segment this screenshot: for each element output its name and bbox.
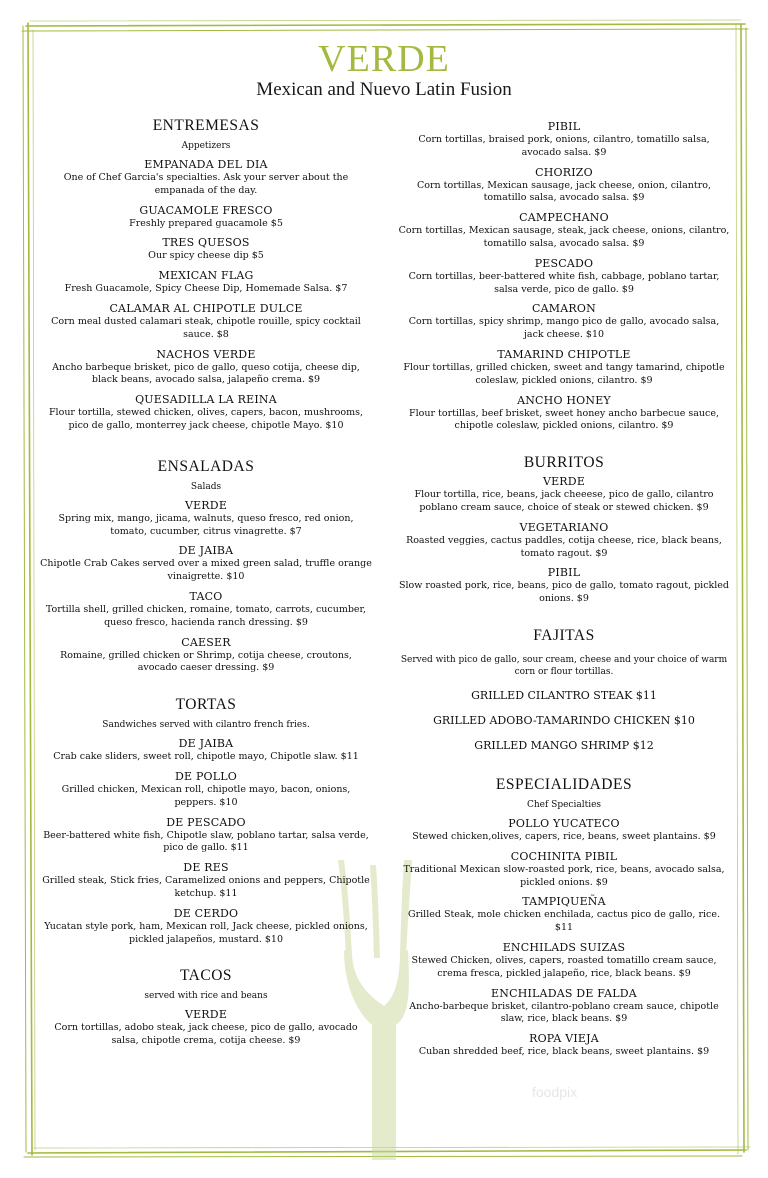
- item-name: TRES QUESOS: [162, 236, 250, 250]
- item-desc: Corn meal dusted calamari steak, chipotle rouille, spicy cocktail sauce. $8: [51, 315, 361, 340]
- menu-header: [0, 40, 768, 101]
- item-desc: Spring mix, mango, jicama, walnuts, queso fresco, red onion, tomato, cucumber, citrus vinagrette. $7: [58, 512, 354, 537]
- menu-item: [40, 1008, 372, 1048]
- menu-item: [40, 158, 372, 198]
- menu-item: [40, 269, 372, 296]
- item-name: PIBIL: [547, 120, 581, 133]
- item-name: CALAMAR AL CHIPOTLE DULCE: [109, 301, 303, 315]
- section-subtitle: Served with pico de gallo, sour cream, cheese and your choice of warm corn or flour tortillas.: [400, 654, 728, 677]
- item-desc: Romaine, grilled chicken or Shrimp, cotija cheese, croutons, avocado caeser dressing. $9: [60, 649, 352, 674]
- section-title: FAJITAS: [533, 626, 595, 644]
- section-title: BURRITOS: [523, 454, 605, 472]
- item-desc: Flour tortillas, grilled chicken, sweet and tangy tamarind, chipotle coleslaw, pickled onions, cilantro. $9: [403, 361, 725, 386]
- item-name: TAMARIND CHIPOTLE: [497, 347, 631, 361]
- section-title: TORTAS: [175, 696, 237, 714]
- section-ensaladas: [40, 457, 372, 675]
- menu-item: [40, 348, 372, 388]
- menu-item: [40, 590, 372, 630]
- item-desc: Corn tortillas, spicy shrimp, mango pico de gallo, avocado salsa, jack cheese. $10: [408, 316, 720, 341]
- menu-item: [398, 1032, 730, 1059]
- menu-item: [40, 236, 372, 263]
- item-name: CAMPECHANO: [519, 211, 609, 225]
- section-tacos: [40, 966, 372, 1048]
- menu-item: [398, 211, 730, 251]
- item-name: DE POLLO: [175, 769, 237, 783]
- item-name: NACHOS VERDE: [156, 347, 256, 361]
- menu-item: [398, 348, 730, 388]
- menu-item: [398, 895, 730, 935]
- menu-item: [398, 475, 730, 515]
- menu-item: [40, 816, 372, 856]
- item-name: DE JAIBA: [178, 737, 234, 751]
- menu-item: [398, 166, 730, 206]
- menu-item: [398, 850, 730, 890]
- menu-item: [40, 770, 372, 810]
- restaurant-tagline: Mexican and Nuevo Latin Fusion: [256, 79, 512, 100]
- item-desc: Slow roasted pork, rice, beans, pico de gallo, tomato ragout, pickled onions. $9: [398, 580, 730, 605]
- item-name: PIBIL: [547, 566, 581, 580]
- item-name: PESCADO: [534, 256, 594, 270]
- item-desc: Flour tortilla, rice, beans, jack cheeese, pico de gallo, cilantro poblano cream sauce, choice of steak or stewed chicken. $9: [414, 489, 714, 513]
- section-entremesas: [40, 116, 372, 433]
- section-title: TACOS: [179, 967, 233, 985]
- item-desc: Flour tortilla, stewed chicken, olives, capers, bacon, mushrooms, pico de gallo, monterrey jack cheese, chipotle Mayo. $10: [48, 407, 364, 431]
- item-name: ROPA VIEJA: [529, 1032, 599, 1046]
- section-subtitle: Salads: [190, 481, 222, 492]
- item-desc: Freshly prepared guacamole $5: [129, 217, 283, 229]
- item-name: VERDE: [542, 475, 586, 489]
- item-name: QUESADILLA LA REINA: [135, 393, 277, 407]
- item-desc: Corn tortillas, beer-battered white fish, cabbage, poblano tartar, salsa verde, pico de gallo. $9: [408, 270, 720, 295]
- item-name: CAMARON: [532, 302, 596, 316]
- item-desc: Yucatan style pork, ham, Mexican roll, Jack cheese, pickled onions, pickled jalapeños, mustard. $10: [44, 920, 368, 945]
- menu-item: [40, 544, 372, 584]
- item-name: VERDE: [184, 1008, 228, 1022]
- menu-item: [40, 636, 372, 676]
- section-title: ENTREMESAS: [152, 117, 260, 134]
- item-desc: Crab cake sliders, sweet roll, chipotle mayo, Chipotle slaw. $11: [53, 751, 359, 763]
- menu-item: GRILLED MANGO SHRIMP $12: [474, 738, 654, 752]
- item-desc: Corn tortillas, adobo steak, jack cheese, pico de gallo, avocado salsa, chipotle crema, cotija cheese. $9: [54, 1022, 358, 1047]
- item-name: TAMPIQUEÑA: [522, 895, 606, 909]
- item-name: MEXICAN FLAG: [158, 269, 254, 283]
- item-name: CAESER: [181, 635, 231, 649]
- item-name: ENCHILADAS DE FALDA: [491, 986, 637, 1000]
- item-name: TACO: [189, 589, 223, 603]
- item-desc: Ancho barbeque brisket, pico de gallo, queso cotija, cheese dip, black beans, avocado salsa, jalapeño crema. $9: [52, 361, 360, 386]
- menu-item: [398, 566, 730, 606]
- item-desc: Flour tortillas, beef brisket, sweet honey ancho barbecue sauce, chipotle coleslaw, pickled onions, cilantro. $9: [409, 407, 719, 432]
- item-name: COCHINITA PIBIL: [510, 849, 618, 863]
- item-name: GUACAMOLE FRESCO: [139, 203, 273, 217]
- item-name: EMPANADA DEL DIA: [144, 158, 268, 171]
- item-name: ENCHILADS SUIZAS: [502, 940, 626, 954]
- item-desc: Corn tortillas, braised pork, onions, cilantro, tomatillo salsa, avocado salsa. $9: [418, 134, 710, 158]
- section-subtitle: Chef Specialties: [526, 799, 602, 810]
- section-burritos: [398, 453, 730, 606]
- menu-item: [40, 861, 372, 901]
- menu-item: [398, 817, 730, 844]
- left-column: [40, 116, 372, 1048]
- item-name: DE PESCADO: [166, 815, 246, 829]
- item-desc: Cuban shredded beef, rice, black beans, sweet plantains. $9: [418, 1046, 710, 1058]
- restaurant-name: VERDE: [318, 38, 450, 80]
- menu-item: [398, 941, 730, 981]
- item-name: VERDE: [184, 498, 228, 512]
- item-desc: Ancho-barbeque brisket, cilantro-poblano cream sauce, chipotle slaw, rice, black beans. $9: [409, 1000, 719, 1025]
- menu-item: [40, 204, 372, 231]
- menu-item: GRILLED ADOBO-TAMARINDO CHICKEN $10: [433, 713, 695, 727]
- item-name: POLLO YUCATECO: [508, 816, 620, 830]
- section-tortas: [40, 695, 372, 946]
- section-subtitle: Appetizers: [181, 141, 231, 151]
- section-subtitle: Sandwiches served with cilantro french fries.: [102, 720, 310, 731]
- menu-item: [40, 737, 372, 764]
- item-desc: Grilled Steak, mole chicken enchilada, cactus pico de gallo, rice. $11: [408, 909, 720, 934]
- item-name: DE CERDO: [173, 906, 239, 920]
- item-desc: Corn tortillas, Mexican sausage, steak, jack cheese, onions, cilantro, tomatillo salsa, avocado salsa. $9: [398, 225, 730, 249]
- item-desc: Beer-battered white fish, Chipotle slaw, poblano tartar, salsa verde, pico de gallo. $11: [43, 829, 369, 854]
- item-desc: Grilled steak, Stick fries, Caramelized onions and peppers, Chipotle ketchup. $11: [42, 875, 370, 899]
- section-fajitas: [398, 626, 730, 753]
- menu-item: [398, 394, 730, 434]
- section-subtitle: served with rice and beans: [144, 991, 268, 1002]
- menu-item: [398, 257, 730, 297]
- menu-item: [40, 907, 372, 947]
- section-especialidades: [398, 775, 730, 1059]
- item-desc: Stewed chicken,olives, capers, rice, beans, sweet plantains. $9: [412, 830, 716, 842]
- watermark: foodpix: [532, 1084, 578, 1100]
- item-desc: Tortilla shell, grilled chicken, romaine, tomato, carrots, cucumber, queso fresco, hacienda ranch dressing. $9: [45, 603, 367, 628]
- item-desc: Stewed Chicken, olives, capers, roasted tomatillo cream sauce, crema fresca, pickled jalapeño, rice, black beans. $9: [411, 954, 717, 979]
- item-desc: Roasted veggies, cactus paddles, cotija cheese, rice, black beans, tomato ragout. $9: [406, 534, 722, 559]
- item-name: ANCHO HONEY: [517, 393, 611, 407]
- item-name: DE RES: [183, 861, 229, 875]
- menu-item: [40, 499, 372, 539]
- item-name: DE JAIBA: [178, 544, 234, 558]
- menu-item: GRILLED CILANTRO STEAK $11: [471, 688, 657, 702]
- item-desc: Grilled chicken, Mexican roll, chipotle mayo, bacon, onions, peppers. $10: [61, 783, 351, 808]
- item-desc: Traditional Mexican slow-roasted pork, rice, beans, avocado salsa, pickled onions. $9: [403, 863, 725, 888]
- item-desc: Chipotle Crab Cakes served over a mixed green salad, truffle orange vinaigrette. $10: [40, 558, 372, 583]
- menu-item: [398, 302, 730, 342]
- right-column: [398, 116, 730, 1059]
- menu-item: [398, 987, 730, 1027]
- menu-item: [398, 521, 730, 561]
- item-name: CHORIZO: [535, 165, 593, 179]
- item-desc: Our spicy cheese dip $5: [148, 250, 264, 262]
- menu-item: [40, 302, 372, 342]
- item-desc: Corn tortillas, Mexican sausage, jack cheese, onion, cilantro, tomatillo salsa, avocado salsa. $9: [416, 179, 712, 204]
- item-name: VEGETARIANO: [519, 520, 609, 534]
- section-title: ENSALADAS: [157, 457, 255, 475]
- section-tacos-continued: [398, 120, 730, 433]
- item-desc: Fresh Guacamole, Spicy Cheese Dip, Homemade Salsa. $7: [64, 283, 348, 295]
- item-desc: One of Chef Garcia's specialties. Ask your server about the empanada of the day.: [63, 172, 349, 196]
- section-title: ESPECIALIDADES: [495, 775, 633, 793]
- menu-item: [398, 120, 730, 160]
- menu-item: [40, 393, 372, 433]
